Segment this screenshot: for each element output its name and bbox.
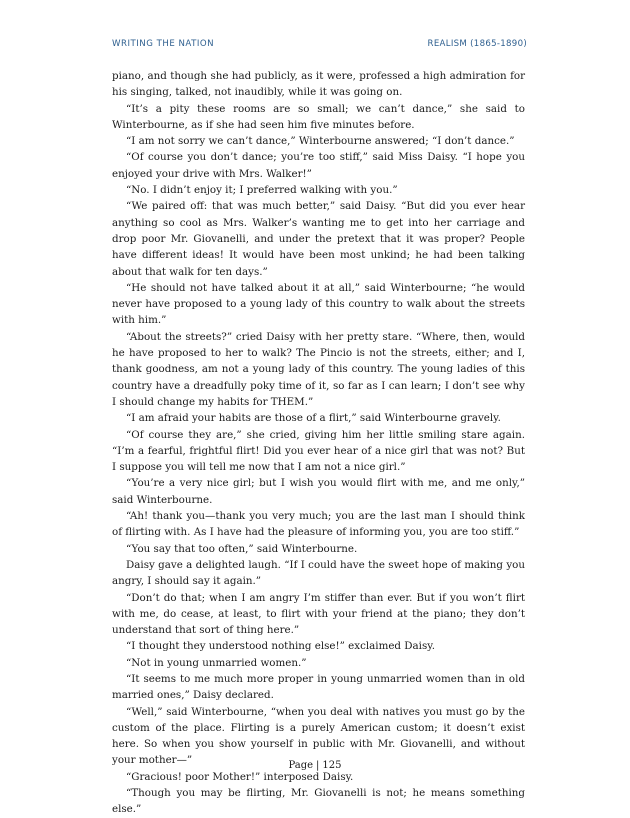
paragraph: Daisy gave a delighted laugh. “If I could have the sweet hope of making you angry, I should say it again.” xyxy=(112,558,525,588)
paragraph: “No. I didn’t enjoy it; I preferred walking with you.” xyxy=(126,184,398,197)
paragraph: “I am afraid your habits are those of a flirt,” said Winterbourne gravely. xyxy=(126,412,501,425)
page-footer xyxy=(0,760,630,771)
paragraph: “Of course they are,” she cried, giving him her little smiling stare again. “I’m a fearful, frightful flirt! Did you ever hear of a nice girl that was not? But I suppose you will tell me now that I am not a nice girl.” xyxy=(112,428,525,474)
paragraph: “It seems to me much more proper in young unmarried women than in old married ones,” Daisy declared. xyxy=(112,672,525,702)
body-text xyxy=(112,68,525,818)
paragraph: “You say that too often,” said Winterbourne. xyxy=(126,542,358,555)
paragraph: “It’s a pity these rooms are so small; we can’t dance,” she said to Winterbourne, as if she had seen him five minutes before. xyxy=(112,102,525,131)
paragraph: piano, and though she had publicly, as it were, professed a high admiration for his singing, talked, not inaudibly, while it was going on. xyxy=(112,70,525,99)
page-number: 125 xyxy=(322,760,342,771)
paragraph: “Gracious! poor Mother!” interposed Daisy. xyxy=(126,770,354,783)
paragraph: “Ah! thank you—thank you very much; you are the last man I should think of flirting with. As I have had the pleasure of informing you, you are too stiff.” xyxy=(112,510,525,539)
paragraph: “Though you may be flirting, Mr. Giovanelli is not; he means something else.” xyxy=(112,787,525,816)
paragraph: “We paired off: that was much better,” said Daisy. “But did you ever hear anything so cool as Mrs. Walker’s wanting me to get into her carriage and drop poor Mr. Giovanelli, and under the pretext that it was proper? People have different ideas! It would have been most unkind; he had been talking about that walk for ten days.” xyxy=(112,200,525,278)
page-label: Page xyxy=(288,760,314,771)
header-period-title: REALISM (1865-1890) xyxy=(427,39,527,49)
paragraph: “He should not have talked about it at all,” said Winterbourne; “he would never have proposed to a young lady of this country to walk about the streets with him.” xyxy=(112,281,525,327)
page-separator: | xyxy=(316,760,320,771)
paragraph: “You’re a very nice girl; but I wish you would flirt with me, and me only,” said Winterbourne. xyxy=(112,477,525,506)
header-section-title: WRITING THE NATION xyxy=(112,39,215,49)
paragraph: “Well,” said Winterbourne, “when you deal with natives you must go by the custom of the place. Flirting is a purely American custom; it doesn’t exist here. So when you show yourself in public with Mr. Giovanelli, and without your mother—” xyxy=(112,705,525,767)
paragraph: “I thought they understood nothing else!” exclaimed Daisy. xyxy=(126,640,435,653)
paragraph: “I am not sorry we can’t dance,” Winterbourne answered; “I don’t dance.” xyxy=(126,135,515,148)
running-header xyxy=(112,39,527,49)
paragraph: “About the streets?” cried Daisy with her pretty stare. “Where, then, would he have proposed to her to walk? The Pincio is not the streets, either; and I, thank goodness, am not a young lady of this country. The young ladies of this country have a dreadfully poky time of it, so far as I can learn; I don’t see why I should change my habits for THEM.” xyxy=(112,330,525,408)
paragraph: “Not in young unmarried women.” xyxy=(126,656,307,669)
paragraph: “Don’t do that; when I am angry I’m stiffer than ever. But if you won’t flirt with me, do cease, at least, to flirt with your friend at the piano; they don’t understand that sort of thing here.” xyxy=(112,591,525,637)
paragraph: “Of course you don’t dance; you’re too stiff,” said Miss Daisy. “I hope you enjoyed your drive with Mrs. Walker!” xyxy=(112,151,525,180)
